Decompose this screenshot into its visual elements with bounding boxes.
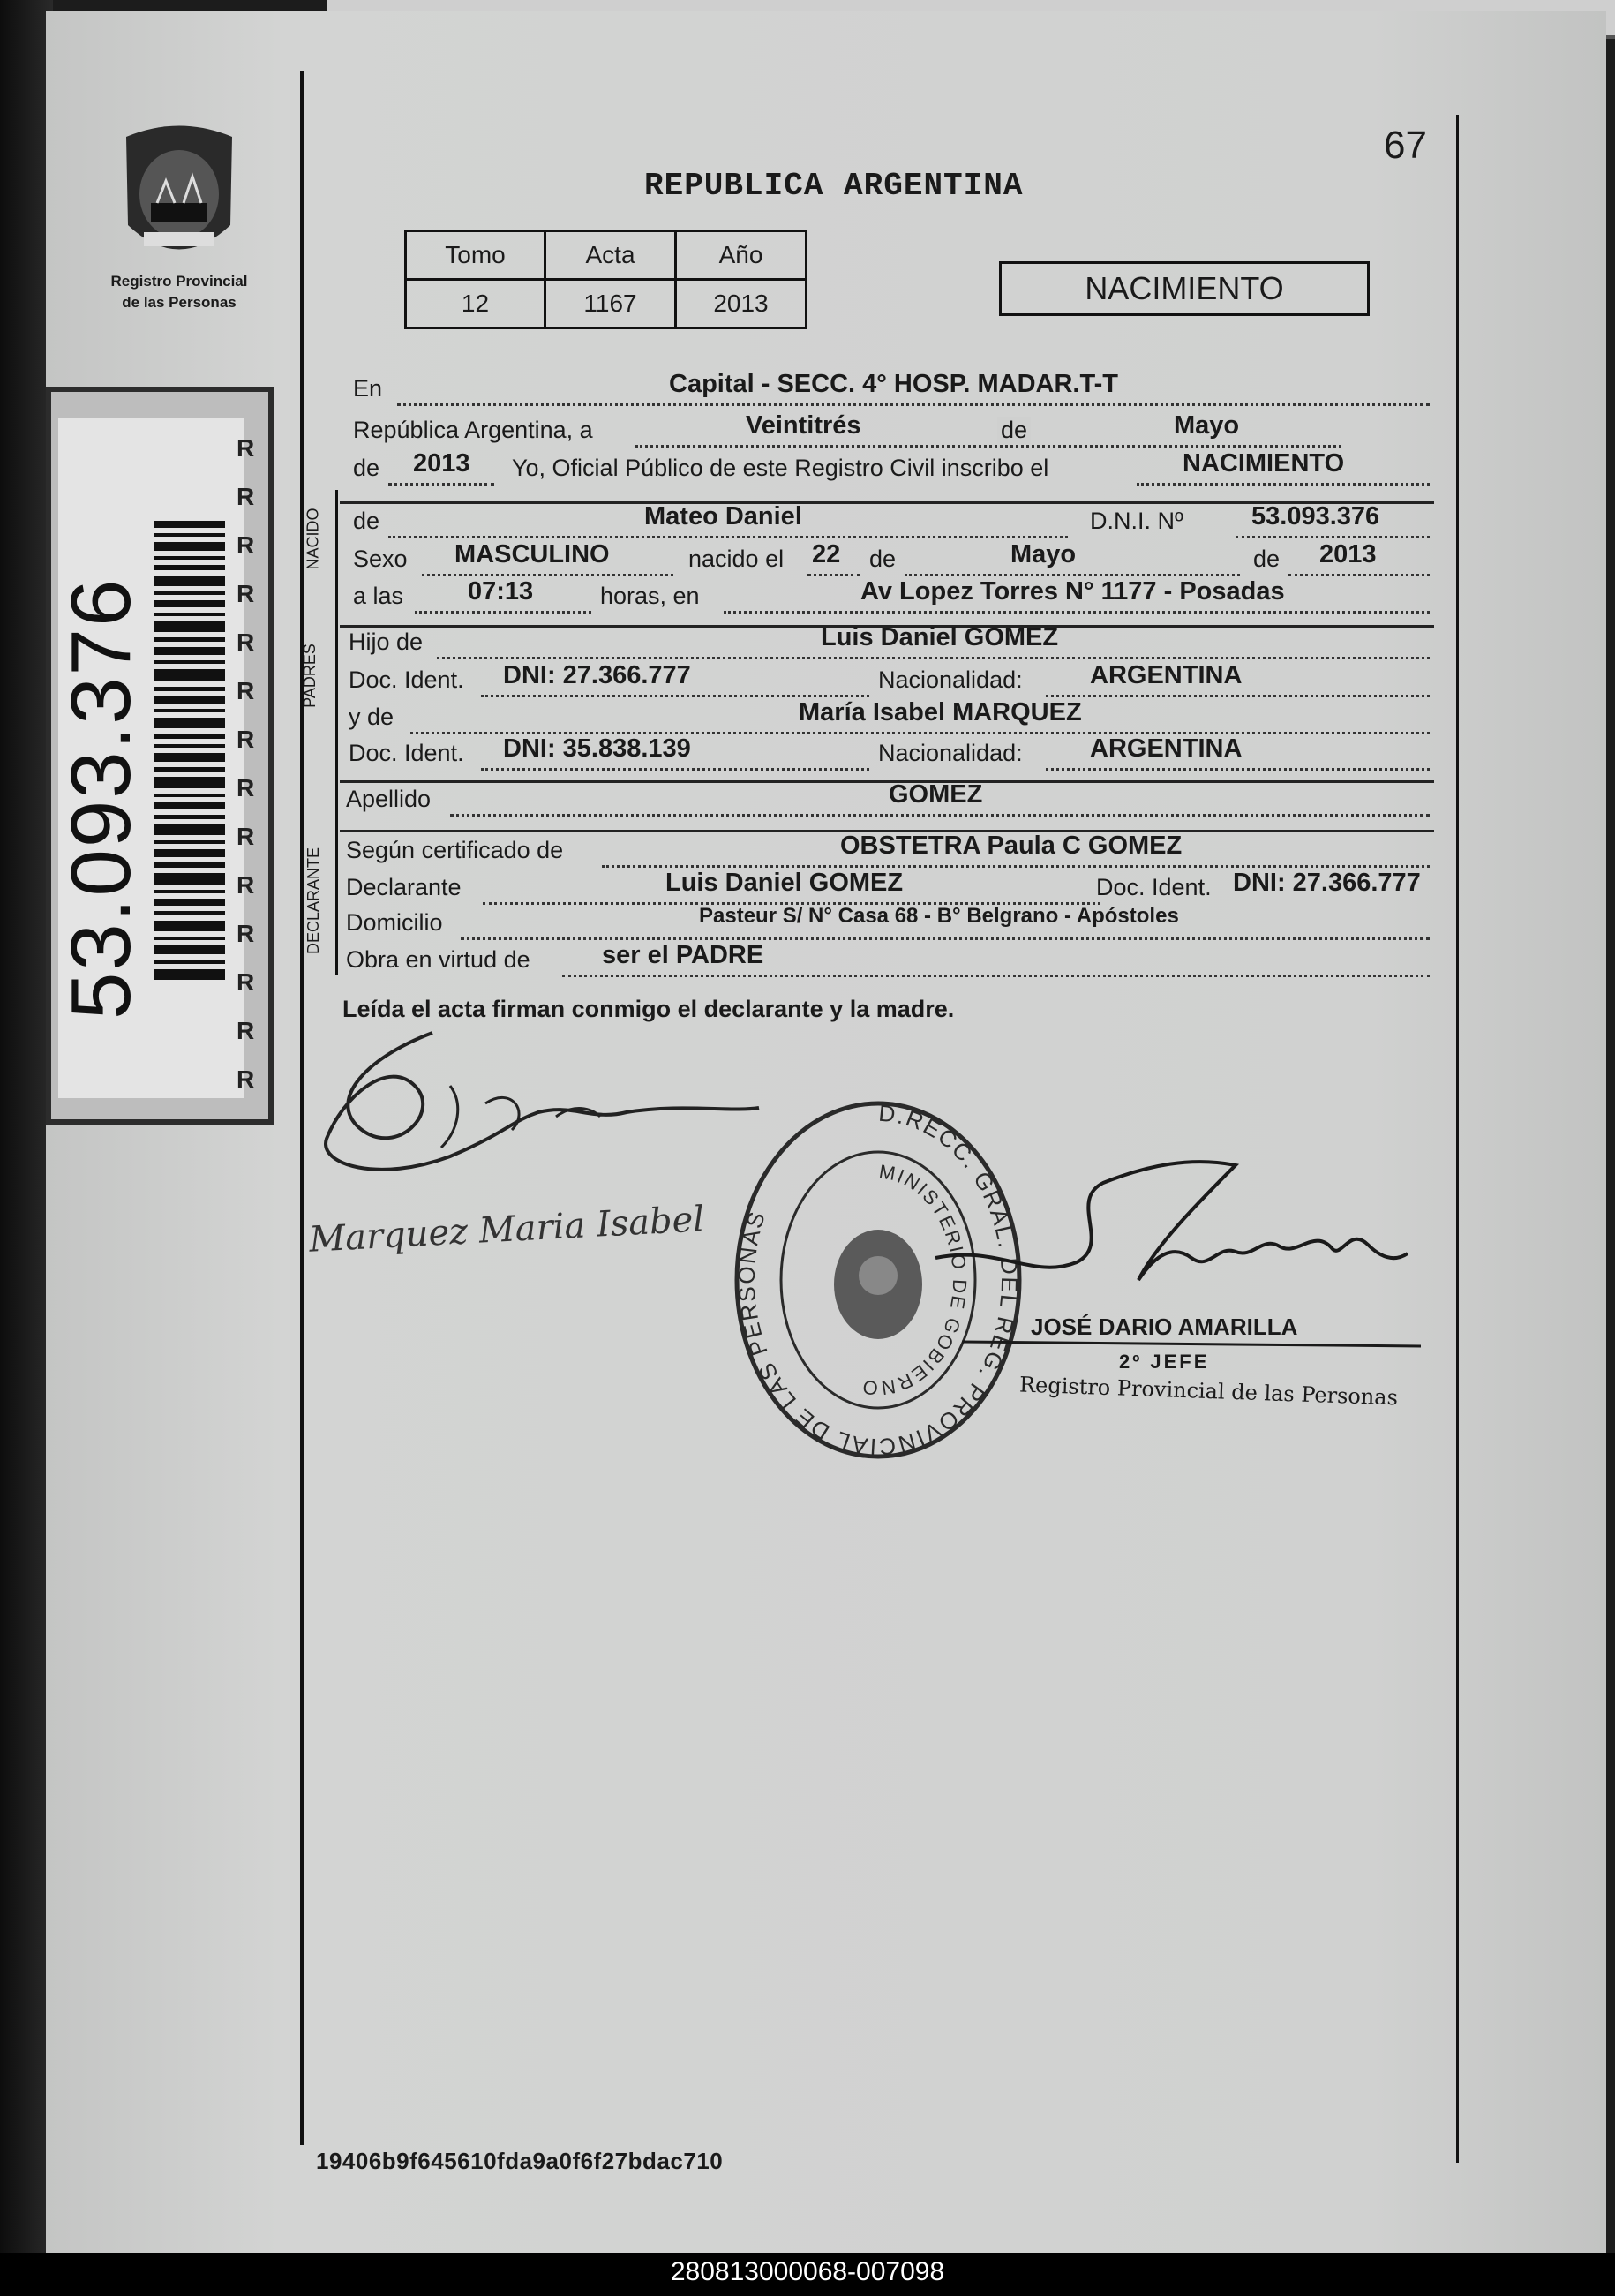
document-hash: 19406b9f645610fda9a0f6f27bdac710	[316, 2148, 724, 2174]
closing-statement: Leída el acta firman conmigo el declarante y la madre.	[342, 996, 955, 1022]
official-office: Registro Provincial de las Personas	[1018, 1372, 1399, 1411]
row-republica	[353, 411, 1430, 452]
section-line	[335, 490, 338, 975]
en-label: En	[353, 375, 383, 402]
anio-value-text: 2013	[413, 449, 470, 478]
inscribe-value: NACIMIENTO	[1183, 449, 1345, 478]
de-label: de	[997, 417, 1031, 444]
record-type-box: NACIMIENTO	[999, 261, 1370, 316]
anio-header: Año	[676, 231, 807, 280]
nac2-label: Nacionalidad:	[878, 740, 1023, 766]
nac-dia: 22	[812, 540, 841, 568]
nac-mes: Mayo	[1010, 540, 1077, 568]
decl-label: Declarante	[346, 874, 462, 900]
hora-value: 07:13	[468, 577, 534, 606]
dia-value: Veintitrés	[746, 411, 861, 440]
apellido-label: Apellido	[346, 786, 432, 812]
acta-value: 1167	[545, 280, 676, 328]
stamp-ring-text: D.RECC. GRAL. DEL REG. PROVINCIAL DE LAS PERSONAS	[732, 1099, 1024, 1461]
row-en	[353, 370, 1430, 410]
side-label-nacido: NACIDO	[304, 508, 322, 570]
obra-value: ser el PADRE	[602, 941, 764, 969]
row-domicilio	[346, 904, 1430, 945]
sexo-label: Sexo	[353, 546, 408, 572]
declarant-signature	[309, 1024, 768, 1201]
dni-value: 53.093.376	[1251, 502, 1380, 531]
official-role: 2º JEFE	[1119, 1351, 1210, 1373]
side-label-declarante: DECLARANTE	[304, 847, 323, 955]
tomo-header: Tomo	[406, 231, 545, 280]
barcode-bars	[154, 521, 225, 984]
doc2-value: DNI: 35.838.139	[503, 734, 691, 763]
cert-value: OBSTETRA Paula C GOMEZ	[840, 832, 1183, 860]
row-sexo	[353, 540, 1430, 581]
row-doc-padre	[349, 661, 1430, 702]
row-obra	[346, 941, 1430, 982]
anio-value: 2013	[676, 280, 807, 328]
dom-value: Pasteur S/ N° Casa 68 - B° Belgrano - Apóstoles	[699, 904, 1179, 928]
dom-label: Domicilio	[346, 909, 443, 936]
document-title: REPUBLICA ARGENTINA	[644, 168, 1024, 204]
row-apellido	[346, 780, 1430, 821]
row-madre	[349, 698, 1430, 739]
doc1-value: DNI: 27.366.777	[503, 661, 691, 689]
barcode-number: 53.093.376	[54, 577, 148, 1020]
de2-label: de	[353, 455, 380, 481]
doc1-label: Doc. Ident.	[349, 666, 464, 693]
row-nombre	[353, 502, 1430, 543]
provincial-seal-icon	[117, 119, 241, 269]
hijo-label: Hijo de	[349, 629, 424, 655]
republica-label: República Argentina, a	[353, 417, 593, 443]
obra-label: Obra en virtud de	[346, 946, 530, 973]
nombre-value: Mateo Daniel	[644, 502, 802, 531]
mother-signature: Marquez Maria Isabel	[308, 1199, 706, 1261]
tomo-value: 12	[406, 280, 545, 328]
registry-logo	[104, 119, 254, 312]
official-name: JOSÉ DARIO AMARILLA	[1031, 1314, 1298, 1340]
padre-value: Luis Daniel GOMEZ	[821, 623, 1059, 651]
de5-label: de	[1253, 546, 1281, 572]
cert-label: Según certificado de	[346, 837, 564, 863]
lugar-value: Av Lopez Torres N° 1177 - Posadas	[860, 577, 1285, 606]
decl-value: Luis Daniel GOMEZ	[665, 869, 904, 897]
yde-label: y de	[349, 704, 394, 730]
footer-code: 280813000068-007098	[670, 2257, 945, 2286]
a-las-label: a las	[353, 583, 404, 609]
nac2-value: ARGENTINA	[1090, 734, 1243, 763]
sexo-value: MASCULINO	[454, 540, 610, 568]
mes-value: Mayo	[1174, 411, 1240, 440]
decl-doc-label: Doc. Ident.	[1096, 874, 1212, 900]
nac1-value: ARGENTINA	[1090, 661, 1243, 689]
stamp-inner-text: MINISTERIO DE GOBIERNO	[860, 1160, 972, 1400]
book-binding	[0, 0, 53, 2296]
separator-line	[340, 780, 1434, 783]
de3-label: de	[353, 508, 380, 534]
row-hora	[353, 577, 1430, 618]
page-number: 67	[1384, 124, 1427, 167]
left-margin-line	[300, 71, 304, 2145]
row-doc-madre	[349, 734, 1430, 775]
apellido-value: GOMEZ	[889, 780, 983, 809]
row-oficial	[353, 449, 1430, 490]
logo-caption-line1: Registro Provincial	[110, 273, 248, 290]
acta-header: Acta	[545, 231, 676, 280]
oficial-text: Yo, Oficial Público de este Registro Civil inscribo el	[512, 455, 1049, 481]
security-r-marks: R R R R R R R R R R R R R R	[237, 434, 255, 1093]
row-certificado	[346, 832, 1430, 872]
decl-doc-value: DNI: 27.366.777	[1233, 869, 1421, 897]
row-padre	[349, 623, 1430, 664]
de4-label: de	[869, 546, 897, 572]
nac1-label: Nacionalidad:	[878, 666, 1023, 693]
doc2-label: Doc. Ident.	[349, 740, 464, 766]
madre-value: María Isabel MARQUEZ	[799, 698, 1082, 726]
en-value: Capital - SECC. 4° HOSP. MADAR.T-T	[669, 370, 1118, 398]
record-table	[404, 230, 808, 329]
nacido-label: nacido el	[688, 546, 785, 572]
nac-anio: 2013	[1319, 540, 1377, 568]
horas-label: horas, en	[600, 583, 700, 609]
right-margin-line	[1456, 115, 1459, 2163]
side-label-padres: PADRES	[300, 644, 319, 708]
dni-label: D.N.I. Nº	[1090, 508, 1183, 534]
logo-caption-line2: de las Personas	[122, 294, 237, 311]
